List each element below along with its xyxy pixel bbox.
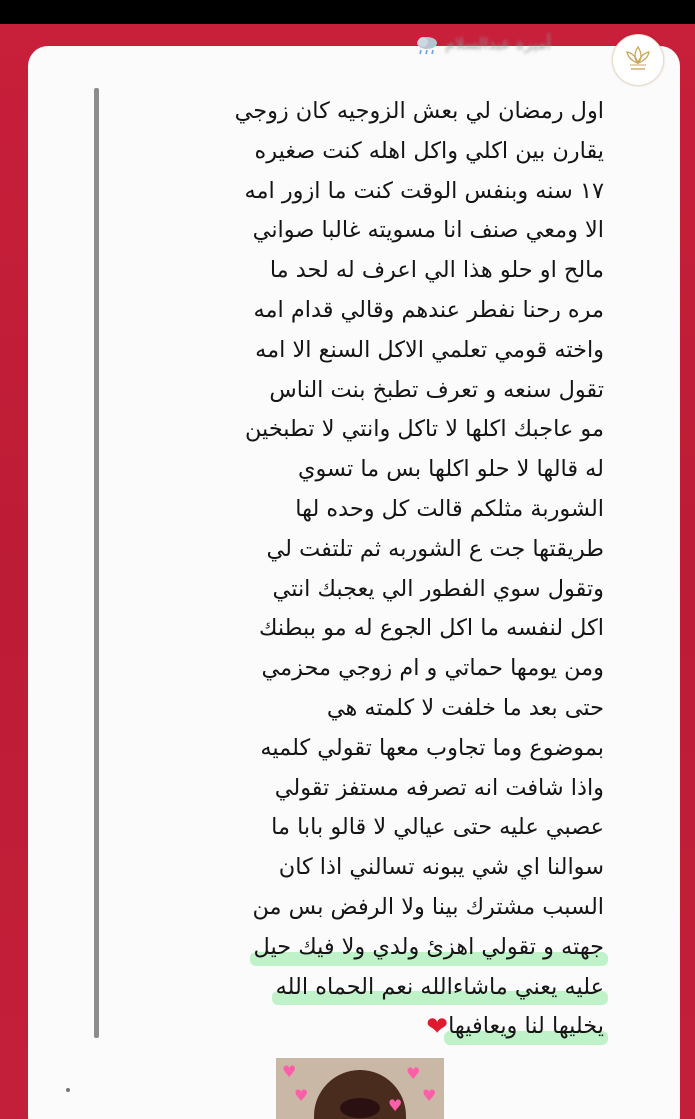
message-line: ١٧ سنه وبنفس الوقت كنت ما ازور امه bbox=[244, 177, 604, 204]
highlight-mark: يخليها لنا ويعافيها bbox=[448, 1007, 604, 1047]
message-line: واخته قومي تعلمي الاكل السنع الا امه bbox=[255, 336, 604, 363]
crying-face-sticker-icon[interactable] bbox=[276, 1058, 444, 1119]
message-line: ومن يومها حماتي و ام زوجي محزمي bbox=[261, 655, 604, 682]
message-line: طريقتها جت ع الشوربه ثم تلتفت لي bbox=[266, 535, 604, 562]
cloud-rain-icon bbox=[414, 34, 440, 61]
message-line: سوالنا اي شي يبونه تسالني اذا كان bbox=[278, 854, 604, 881]
dot-indicator bbox=[66, 1088, 70, 1092]
highlighted-line bbox=[104, 928, 604, 968]
highlighted-line bbox=[104, 968, 604, 1008]
message-line: وتقول سوي الفطور الي يعجبك انتي bbox=[272, 575, 604, 602]
message-line: حتى بعد ما خلفت لا كلمته هي bbox=[326, 694, 604, 721]
message-line: تقول سنعه و تعرف تطبخ بنت الناس bbox=[269, 376, 604, 403]
highlight-mark: عليه يعني ماشاءالله نعم الحماه الله bbox=[276, 968, 604, 1008]
message-line: بموضوع وما تجاوب معها تقولي كلميه bbox=[260, 734, 604, 761]
message-line: يقارن بين اكلي واكل اهله كنت صغيره bbox=[254, 137, 604, 164]
message-line: اول رمضان لي بعش الزوجيه كان زوجي bbox=[234, 98, 604, 124]
message-line: السبب مشترك بينا ولا الرفض بس من bbox=[252, 893, 604, 920]
pink-heart-icon: ♥ bbox=[422, 1086, 437, 1105]
pink-heart-icon: ♥ bbox=[282, 1062, 297, 1081]
message-line: عصبي عليه حتى عيالي لا قالو بابا ما bbox=[271, 814, 604, 841]
highlight-mark: جهته و تقولي اهزئ ولدي ولا فيك حيل bbox=[254, 928, 604, 968]
pink-heart-icon: ♥ bbox=[294, 1086, 309, 1105]
lotus-logo-icon[interactable] bbox=[612, 34, 664, 86]
message-line: الشوربة مثلكم قالت كل وحده لها bbox=[295, 495, 604, 522]
red-heart-icon: ❤ bbox=[426, 1012, 449, 1043]
message-line: اكل لنفسه ما اكل الجوع له مو ببطنك bbox=[259, 615, 604, 642]
pink-heart-icon: ♥ bbox=[406, 1064, 421, 1083]
message-line: الا ومعي صنف انا مسويته غالبا صواني bbox=[252, 217, 604, 244]
message-line: مالح او حلو هذا الي اعرف له لحد ما bbox=[269, 257, 604, 284]
quote-bar bbox=[94, 88, 99, 1038]
sender-name[interactable]: أميرة عبدالسلام bbox=[445, 34, 551, 53]
message-line: مو عاجبك اكلها لا تاكل وانتي لا تطبخين bbox=[245, 416, 604, 443]
message-line: واذا شافت انه تصرفه مستفز تقولي bbox=[274, 774, 604, 801]
message-text bbox=[104, 92, 604, 1048]
highlighted-line bbox=[104, 1007, 604, 1048]
message-line: له قالها لا حلو اكلها بس ما تسوي bbox=[297, 456, 604, 483]
sticker-mouth bbox=[340, 1098, 380, 1118]
message-line: مره رحنا نفطر عندهم وقالي قدام امه bbox=[253, 296, 604, 323]
pink-heart-icon: ♥ bbox=[388, 1096, 403, 1115]
